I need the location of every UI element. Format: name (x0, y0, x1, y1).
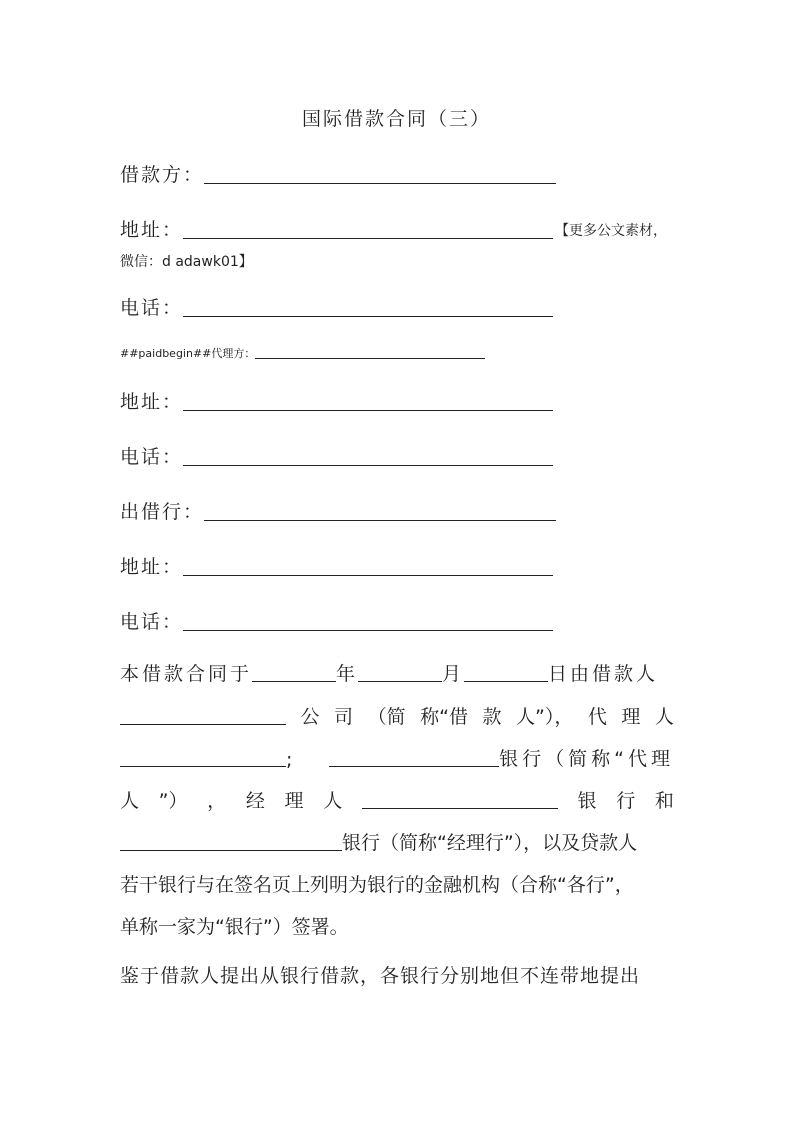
agent-phone-label: 电话： (120, 446, 184, 468)
borrower-address-field (120, 215, 667, 242)
agent-phone-field (120, 442, 553, 469)
para1-line-1 (120, 656, 674, 686)
agent-address-blank (183, 409, 553, 411)
text-segment: 人 (654, 706, 674, 728)
agent-address-label: 地址： (120, 391, 184, 413)
lender-address-label: 地址： (120, 556, 184, 578)
text-segment: （简 (367, 706, 406, 728)
para1-line-3 (120, 741, 674, 771)
text-segment: 月 (442, 663, 465, 685)
para1-line-2 (120, 699, 674, 729)
agent-bank-blank (329, 765, 499, 767)
text-segment: 称“借 (420, 706, 468, 728)
text-segment: 人 (323, 790, 343, 812)
borrower-address-blank (183, 237, 553, 239)
line3-right (329, 744, 674, 771)
promo-note-a: 【更多公文素材， (555, 223, 668, 239)
agent-label: ##paidbegin##代理方： (120, 347, 256, 360)
text-segment: 款 (482, 706, 502, 728)
day-blank (464, 680, 548, 682)
agent-field (120, 345, 485, 361)
para1-line-7 (120, 909, 674, 939)
para1-line-4 (120, 783, 674, 813)
agent-name-blank (120, 765, 286, 767)
lender-address-blank (183, 574, 553, 576)
borrower-phone-label: 电话： (120, 297, 184, 319)
para1-line-6 (120, 867, 674, 897)
borrower-address-label: 地址： (120, 219, 184, 241)
document-title: 国际借款合同（三） (301, 108, 491, 130)
text-segment: 银 (577, 790, 597, 812)
text-segment: ; (286, 749, 293, 771)
text-segment: 单称一家为“银行”）签署。 (120, 916, 349, 938)
borrower-blank (204, 182, 556, 184)
manager-bank-blank (120, 849, 342, 851)
text-segment: 人 (120, 790, 140, 812)
text-segment: 行 (616, 790, 636, 812)
lender-blank (204, 519, 556, 521)
lender-phone-blank (183, 629, 553, 631)
agent-blank (255, 357, 485, 359)
agent-address-field (120, 387, 553, 414)
text-segment: 银行（简称“经理行”），以及贷款人 (342, 832, 638, 854)
text-segment: 年 (336, 663, 359, 685)
text-segment: 经 (245, 790, 265, 812)
text-segment: 司 (334, 706, 354, 728)
year-blank (252, 680, 336, 682)
text-segment: 和 (654, 790, 674, 812)
text-segment: 本借款合同于 (120, 663, 253, 685)
month-blank (358, 680, 442, 682)
text-segment: ”） (158, 790, 188, 812)
text-segment: 理 (284, 790, 304, 812)
text-segment: 鉴于借款人提出从银行借款，各银行分别地但不连带地提出 (120, 965, 641, 987)
para2-line-1 (120, 958, 674, 988)
line3-left (120, 749, 292, 771)
text-segment: 公 (300, 706, 320, 728)
lender-field (120, 497, 556, 524)
borrower-phone-blank (183, 315, 553, 317)
manager-blank (362, 807, 558, 809)
borrower-company-blank (120, 723, 286, 725)
lender-phone-field (120, 607, 553, 634)
borrower-field (120, 160, 556, 187)
promo-note-b: 微信：d adawk01】 (120, 254, 253, 270)
text-segment: 若干银行与在签名页上列明为银行的金融机构（合称“各行”， (120, 874, 634, 896)
lender-label: 出借行： (120, 501, 205, 523)
text-segment: 银行（简称“代理 (499, 748, 674, 770)
text-segment: ， (207, 790, 227, 812)
text-segment: 代 (587, 706, 607, 728)
text-segment: 人”）， (516, 706, 574, 728)
lender-phone-label: 电话： (120, 611, 184, 633)
agent-phone-blank (183, 464, 553, 466)
text-segment: 日由借款人 (548, 663, 659, 685)
borrower-label: 借款方： (120, 164, 205, 186)
lender-address-field (120, 552, 553, 579)
para1-line-5 (120, 825, 674, 855)
borrower-phone-field (120, 293, 553, 320)
text-segment: 理 (621, 706, 641, 728)
